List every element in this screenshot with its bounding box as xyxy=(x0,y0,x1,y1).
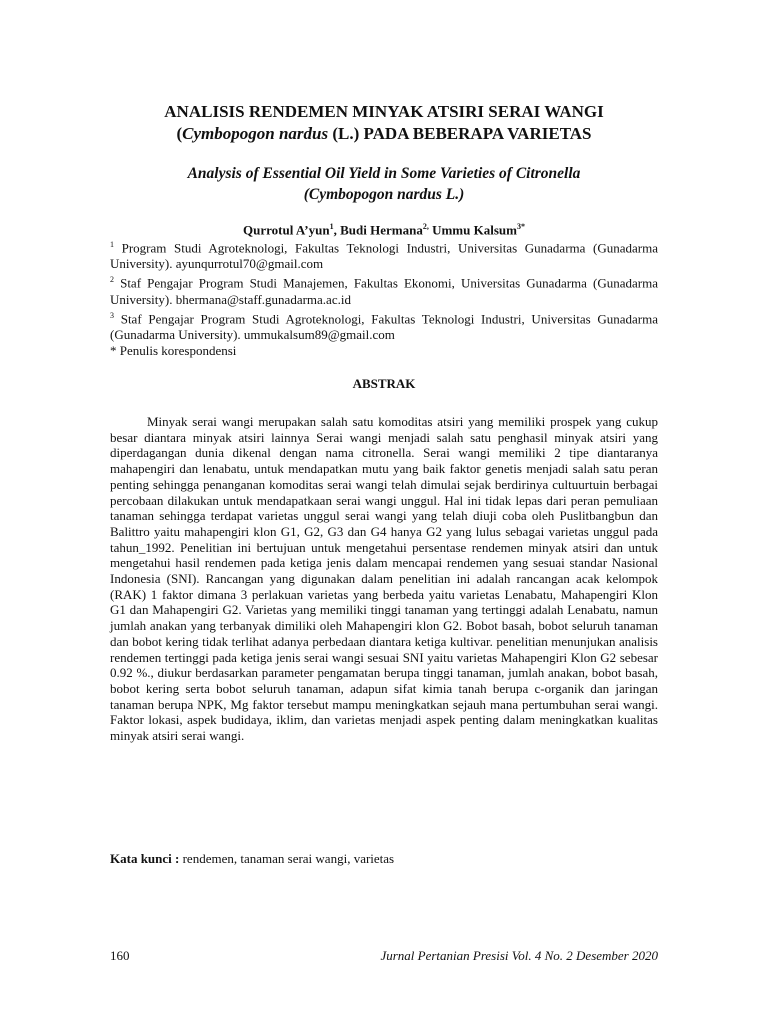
keywords-label: Kata kunci : xyxy=(110,851,180,866)
english-title-line-2: (Cymbopogon nardus L.) xyxy=(303,186,465,203)
title-line-2-rest: (L.) PADA BEBERAPA VARIETAS xyxy=(328,124,592,143)
affiliation-3 xyxy=(110,308,658,343)
author-2: , Budi Hermana xyxy=(333,222,423,238)
keywords xyxy=(110,851,658,867)
title-line-1: ANALISIS RENDEMEN MINYAK ATSIRI SERAI WANGI xyxy=(164,102,604,121)
abstract-body: Minyak serai wangi merupakan salah satu komoditas atsiri yang memiliki prospek yang cukup besar diantara minyak atsiri lainnya Serai wangi menjadi salah satu penghasil minyak atsiri yang diperdagangan dunia dikenal dengan nama citronella. Serai wangi memiliki 2 tipe diantaranya mahapengiri dan lenabatu, untuk mendapatkan mutu yang baik faktor genetis menjadi salah satu peran penting sehingga penanganan komoditas serai wangi telah dimulai sejak berdirinya cultuurtuin berbagai percobaan dilakukan untuk mendapatkaan serai wangi unggul. Hal ini tidak lepas dari peran pemuliaan tanaman sehingga terdapat varietas unggul serai wangi yang telah diuji coba oleh Puslitbangbun dan Balittro yaitu mahapengiri klon G1, G2, G3 dan G4 hanya G2 yang lulus sebagai varietas unggul pada tahun_1992. Penelitian ini bertujuan untuk mengetahui persentase rendemen minyak atsiri dan untuk mengetahui hasil rendemen pada ketiga jenis dalam mencapai rendemen yang sesuai standar Nasional Indonesia (SNI). Rancangan yang digunakan dalam penelitian ini adalah rancangan acak kelompok (RAK) 1 faktor dimana 3 perlakuan varietas yang berbeda yaitu varietas Lenabatu, Mahapengiri Klon G1 dan Mahapengiri G2. Varietas yang memiliki tinggi tanaman yang tertinggi adalah Lenabatu, namun jumlah anakan yang terbanyak dimiliki oleh Mahapengiri klon G2. Bobot basah, bobot seluruh tanaman dan bobot kering tidak terlihat adanya perbedaan diantara ketiga kultivar. penelitian menunjukan analisis rendemen tertinggi pada ketiga jenis serai wangi sesuai SNI yaitu varietas Mahapengiri Klon G2 sebesar 0.92 %., diukur berdasarkan parameter pengamatan berupa tinggi tanaman, jumlah anakan, bobot basah, bobot kering serta bobot seluruh tanaman, adapun sifat kimia tanah berupa c-organik dan jaringan tanaman berupa NPK, Mg faktor tersebut mampu meningkatkan sejauh mana pertumbuhan serai wangi. Faktor lokasi, aspek budidaya, iklim, dan varietas menjadi aspek penting dalam meningkatkan kualitas minyak atsiri serai wangi. xyxy=(110,414,658,744)
affiliation-1 xyxy=(110,237,658,272)
title-species: Cymbopogon nardus xyxy=(182,124,329,143)
affiliation-2-sup: 2 xyxy=(110,275,114,285)
author-3: Ummu Kalsum xyxy=(428,222,517,238)
author-1: Qurrotul A’yun xyxy=(243,222,330,238)
title-line-2 xyxy=(110,123,658,145)
paper-title xyxy=(110,101,658,145)
affiliation-2-text: Staf Pengajar Program Studi Manajemen, Fakultas Ekonomi, Universitas Gunadarma (Gunadarma University). bhermana@staff.gunadarma.ac.id xyxy=(110,275,658,307)
author-1-sup: 1 xyxy=(329,222,334,231)
author-3-sup: 3* xyxy=(516,222,525,231)
journal-info: Jurnal Pertanian Presisi Vol. 4 No. 2 Desember 2020 xyxy=(380,948,658,963)
affiliations xyxy=(110,237,658,359)
affiliation-1-sup: 1 xyxy=(110,240,114,249)
page-number: 160 xyxy=(110,948,130,963)
english-title-line-1: Analysis of Essential Oil Yield in Some Varieties of Citronella xyxy=(187,165,581,182)
affiliation-3-sup: 3 xyxy=(110,310,114,320)
title-paren: ( xyxy=(176,124,183,143)
affiliation-1-text: Program Studi Agroteknologi, Fakultas Teknologi Industri, Universitas Gunadarma (Gunadarma University). ayunqurrotul70@gmail.com xyxy=(110,240,658,272)
correspondence-note: * Penulis korespondensi xyxy=(110,342,237,358)
english-title xyxy=(110,163,658,205)
abstract-heading: ABSTRAK xyxy=(352,376,416,391)
affiliation-3-text: Staf Pengajar Program Studi Agroteknologi, Fakultas Teknologi Industri, Universitas Gunadarma (Gunadarma University). ummukalsum89@gmail.com xyxy=(110,310,658,342)
keywords-text: rendemen, tanaman serai wangi, varietas xyxy=(179,851,395,866)
author-list xyxy=(110,219,658,238)
author-2-sup: 2, xyxy=(422,222,429,231)
affiliation-2 xyxy=(110,272,658,307)
